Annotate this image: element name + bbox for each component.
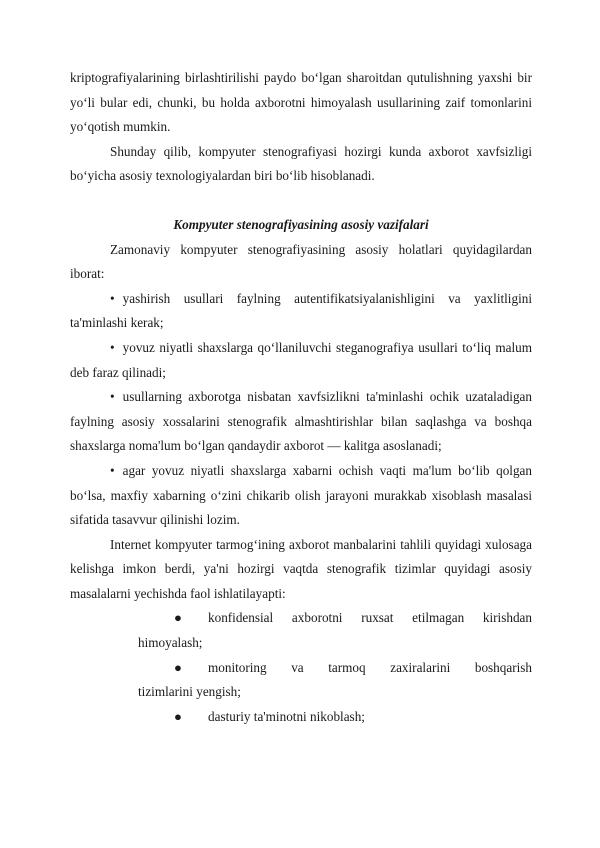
bullet-item-2 <box>70 336 532 385</box>
paragraph-1: kriptografiyalarining birlashtirilishi paydo bo‘lgan sharoitdan qutulishning yaxshi bir yo‘li bular edi, chunki, bu holda axborotni himoyalash usullarining zaif tomonlarini yo‘qotish mumkin. <box>70 70 532 135</box>
paragraph-4: Internet kompyuter tarmog‘ining axborot manbalarini tahlili quyidagi xulosaga kelishga imkon berdi, ya'ni hozirgi vaqtda stenografik tizimlar quyidagi asosiy masalalarni yechishda faol ishlatilayapti: <box>70 536 532 601</box>
bullet-text: yashirish usullari faylning autentifikatsiyalanishligini va yaxlitligini ta'minlashi kerak; <box>70 290 532 331</box>
bullet-icon: • <box>110 339 115 355</box>
bullet-icon: ● <box>174 610 182 626</box>
document-body <box>70 66 532 729</box>
sub-item-line1: konfidensial axborotni ruxsat etilmagan kirishdan <box>208 610 532 626</box>
bullet-item-4 <box>70 459 532 533</box>
bullet-icon: • <box>110 462 115 478</box>
paragraph-3: Zamonaviy kompyuter stenografiyasining asosiy holatlari quyidagilardan iborat: <box>70 241 532 282</box>
sub-item-line1: dasturiy ta'minotni nikoblash; <box>208 708 365 724</box>
bullet-icon: ● <box>174 659 182 675</box>
sub-item-line2: tizimlarini yengish; <box>138 684 241 700</box>
sub-item-line2: himoyalash; <box>138 635 203 651</box>
section-heading: Kompyuter stenografiyasining asosiy vazifalari <box>173 216 429 232</box>
bullet-text: usullarning axborotga nisbatan xavfsizlikni ta'minlashi ochik uzataladigan faylning asosiy xossalarini stenografik almashtirishlar bilan saqlashga va boshqa shaxslarga noma'lum bo‘lgan qandaydir axborot — kalitga asoslanadi; <box>70 389 532 454</box>
bullet-icon: • <box>110 290 115 306</box>
sub-item-line1: monitoring va tarmoq zaxiralarini boshqarish <box>208 659 532 675</box>
sub-list-item-3 <box>138 705 532 730</box>
paragraph-2: Shunday qilib, kompyuter stenografiyasi hozirgi kunda axborot xavfsizligi bo‘yicha asosiy texnologiyalardan biri bo‘lib hisoblanadi. <box>70 143 532 184</box>
sub-list-item-1 <box>138 606 532 655</box>
bullet-icon: • <box>110 389 115 405</box>
sub-list <box>70 606 532 729</box>
bullet-item-1 <box>70 287 532 336</box>
bullet-item-3 <box>70 385 532 459</box>
bullet-text: agar yovuz niyatli shaxslarga xabarni ochish vaqti ma'lum bo‘lib qolgan bo‘lsa, maxfiy xabarning o‘zini chikarib olish jarayoni murakkab xisoblash masalasi sifatida tasavvur qilinishi lozim. <box>70 462 532 528</box>
bullet-icon: ● <box>174 708 182 724</box>
bullet-text: yovuz niyatli shaxslarga qo‘llaniluvchi steganografiya usullari to‘liq malum deb faraz qilinadi; <box>70 339 532 380</box>
sub-list-item-2 <box>138 656 532 705</box>
